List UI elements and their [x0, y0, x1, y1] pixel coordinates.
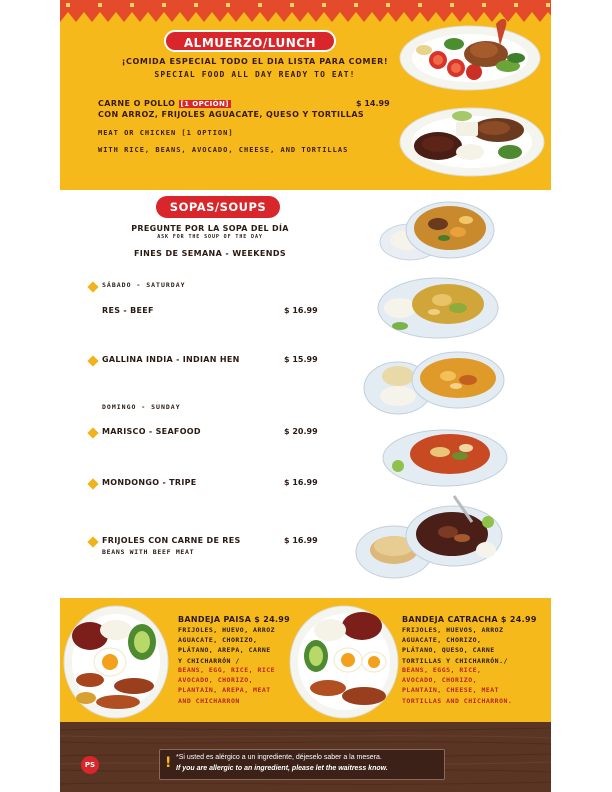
soup-price-beef: $ 16.99 [284, 306, 318, 315]
ps-badge: PS [81, 756, 99, 774]
bullet-diamond-icon [87, 427, 98, 438]
carne-plate-image [398, 100, 546, 182]
bullet-diamond-icon [87, 536, 98, 547]
lunch-option-tag: [1 OPCIÓN] [180, 100, 229, 108]
soup-price-beans: $ 16.99 [284, 536, 318, 545]
desc-line: PLÁTANO, AREPA, CARNE [178, 646, 271, 655]
lunch-item-desc-es: CON ARROZ, FRIJOLES AGUACATE, QUESO Y TORTILLAS [98, 110, 365, 119]
soup-item-seafood: MARISCO - SEAFOOD [102, 427, 201, 436]
allergy-notice-es: *Si usted es alérgico a un ingrediente, déjeselo saber a la mesera. [176, 754, 382, 761]
allergy-notice [159, 749, 445, 780]
soup-item-beans-en: BEANS WITH BEEF MEAT [102, 548, 195, 556]
lunch-item-desc-en: WITH RICE, BEANS, AVOCADO, CHEESE, AND TORTILLAS [98, 146, 349, 154]
lunch-item-name-text: CARNE O POLLO [98, 99, 176, 108]
desc-line: FRIJOLES, HUEVOS, ARROZ [402, 626, 504, 634]
bandeja-paisa-image [62, 602, 172, 720]
lunch-item-price: $ 14.99 [356, 99, 390, 108]
desc-line: PLÁTANO, QUESO, CARNE [402, 646, 495, 655]
soup-item-beef: RES - BEEF [102, 306, 154, 315]
desc-line: AGUACATE, CHORIZO, [178, 636, 258, 645]
desc-line: BEANS, EGG, RICE, RICE [178, 666, 276, 674]
desc-line: TORTILLAS Y CHICHARRÓN./ [402, 656, 508, 665]
desc-line: FRIJOLES, HUEVO, ARROZ [178, 626, 276, 634]
desc-line: AVOCADO, CHORIZO, [402, 676, 478, 685]
desc-line: AGUACATE, CHORIZO, [402, 636, 482, 645]
bandeja-paisa-desc-es [178, 625, 275, 666]
menu-page [60, 0, 551, 792]
bandeja-catracha-title: BANDEJA CATRACHA $ 24.99 [402, 615, 537, 624]
lunch-section [60, 0, 551, 190]
bandeja-paisa-title: BANDEJA PAISA $ 24.99 [178, 615, 291, 624]
soup-price-hen: $ 15.99 [284, 355, 318, 364]
soups-title: SOPAS/SOUPS [156, 196, 280, 218]
allergy-notice-en: If you are allergic to an ingredient, please let the waitress know. [176, 765, 388, 772]
beef-soup-image [378, 194, 498, 268]
desc-line: PLANTAIN, CHEESE, MEAT [402, 686, 500, 695]
warning-icon: ! [165, 755, 172, 771]
lunch-item-name-en: MEAT OR CHICKEN [1 OPTION] [98, 129, 234, 137]
desc-line: AVOCADO, CHORIZO, [178, 676, 254, 685]
bandeja-section [60, 598, 551, 722]
bandeja-paisa-desc-en [178, 665, 275, 706]
lunch-item-name [98, 99, 231, 108]
desc-line: Y CHICHARRÓN / [178, 656, 240, 665]
sunday-label: DOMINGO - SUNDAY [102, 403, 181, 411]
desc-line: PLANTAIN, AREPA, MEAT [178, 686, 271, 695]
desc-line: BEANS, EGGS, RICE, [402, 666, 482, 674]
desc-line: AND CHICHARRON [178, 696, 240, 705]
bullet-diamond-icon [87, 355, 98, 366]
beans-soup-image [352, 492, 512, 588]
soup-price-tripe: $ 16.99 [284, 478, 318, 487]
seafood-soup-image [360, 346, 510, 422]
bandeja-catracha-image [288, 600, 400, 720]
lunch-title: ALMUERZO/LUNCH [164, 30, 336, 52]
desc-line: TORTILLAS AND CHICHARRON. [402, 696, 513, 705]
salad-plate-image [396, 14, 544, 94]
soup-item-beans: FRIJOLES CON CARNE DE RES [102, 536, 241, 545]
soup-item-hen: GALLINA INDIA - INDIAN HEN [102, 355, 240, 364]
tripe-soup-image [382, 424, 508, 488]
wood-footer [60, 722, 551, 792]
soup-of-day-en: ASK FOR THE SOUP OF THE DAY [157, 234, 263, 240]
bandeja-catracha-desc-es [402, 625, 508, 666]
bullet-diamond-icon [87, 478, 98, 489]
indian-hen-soup-image [376, 272, 500, 340]
saturday-label: SÁBADO - SATURDAY [102, 281, 186, 289]
bullet-diamond-icon [87, 281, 98, 292]
soup-price-seafood: $ 20.99 [284, 427, 318, 436]
weekends-heading: FINES DE SEMANA - WEEKENDS [133, 249, 287, 258]
soup-of-day-es: PREGUNTE POR LA SOPA DEL DÍA [131, 224, 289, 233]
soups-section [60, 190, 551, 598]
lunch-tagline-en: SPECIAL FOOD ALL DAY READY TO EAT! [154, 70, 356, 79]
bandeja-catracha-desc-en [402, 665, 512, 706]
soup-item-tripe: MONDONGO - TRIPE [102, 478, 197, 487]
lunch-tagline-es: ¡COMIDA ESPECIAL TODO EL DIA LISTA PARA COMER! [121, 57, 389, 66]
